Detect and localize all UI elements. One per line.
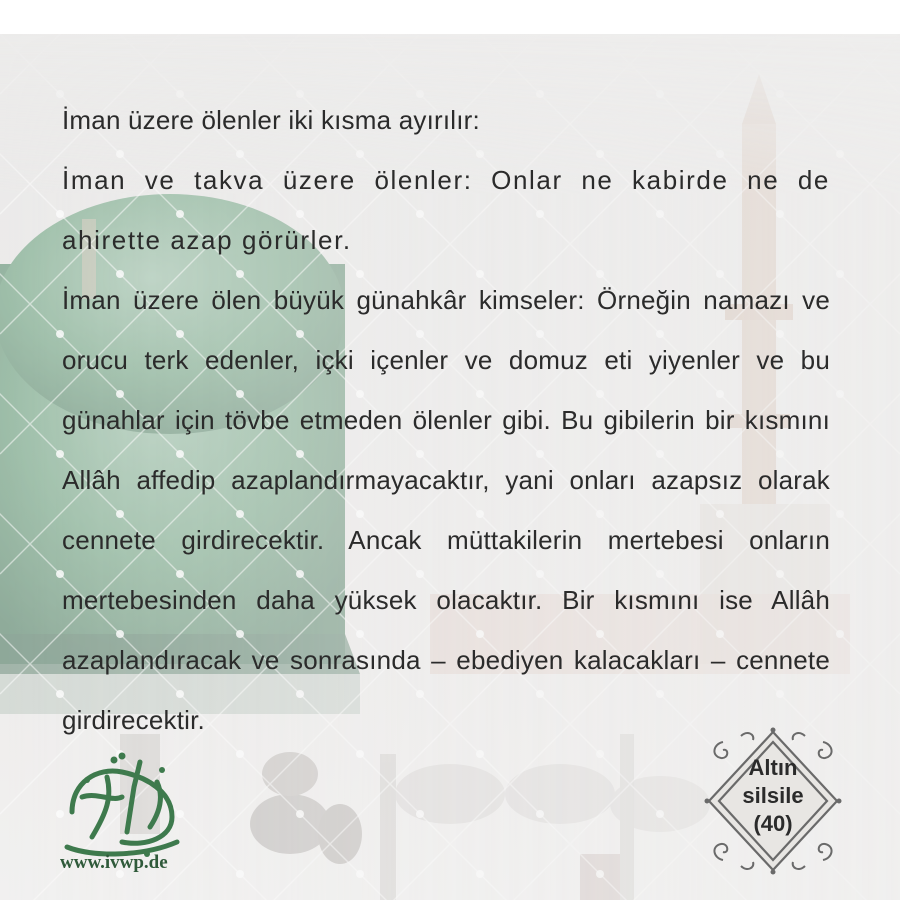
website-url: www.ivwp.de: [60, 852, 168, 873]
badge-line-2: silsile: [742, 783, 804, 808]
series-badge: [703, 726, 843, 876]
paragraph-sinners: İman üzere ölen büyük günahkâr kimseler: Örneğin namazı ve orucu terk edenler, içki içenler ve domuz eti yiyenler ve bu günahlar için tövbe etmeden ölenler gibi. Bu gibilerin bir kısmını Allâh affedip azaplandırmayacaktır, yani onları azapsız olarak cennete girdirecektir. Ancak müttakilerin mertebesi onların mertebesinden daha yüksek olacaktır. Bir kısmını ise Allâh azaplandıracak ve sonrasında – ebediyen kalacakları – cennete girdirecektir.: [62, 285, 830, 735]
arabic-calligraphy-logo-icon: [52, 742, 197, 867]
article-text: [62, 90, 830, 750]
badge-line-1: Altın: [748, 755, 798, 780]
badge-label: [703, 754, 843, 838]
paragraph-pious: İman ve takva üzere ölenler: Onlar ne kabirde ne de ahirette azap görürler.: [62, 165, 830, 255]
paragraph-intro: İman üzere ölenler iki kısma ayırılır:: [62, 105, 480, 135]
badge-line-3: (40): [753, 811, 793, 836]
poster: [0, 34, 900, 900]
